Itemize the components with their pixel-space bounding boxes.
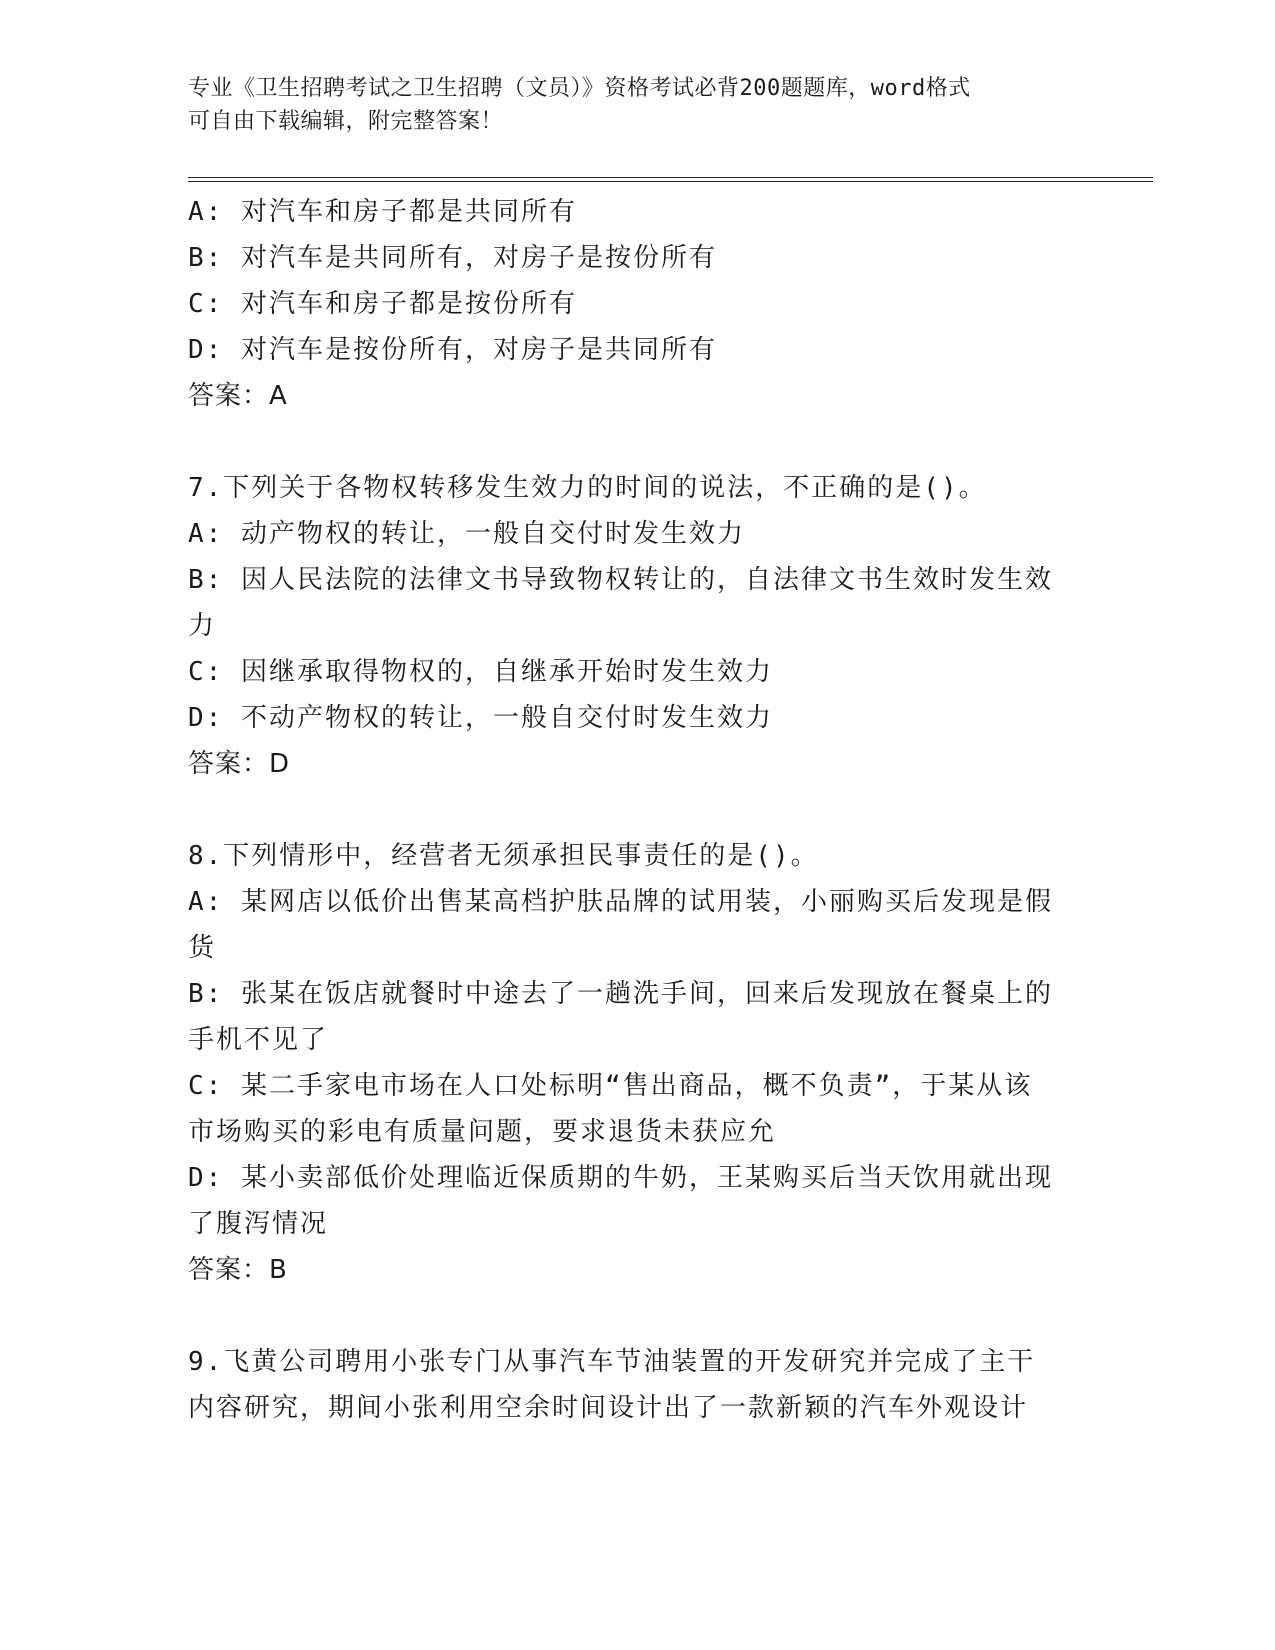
header-line-2: 可自由下载编辑，附完整答案！ bbox=[188, 109, 504, 134]
answer: 答案：D bbox=[188, 749, 291, 779]
document-body bbox=[188, 189, 1078, 1431]
question-9 bbox=[188, 1339, 1078, 1431]
option-a-line-1: A: 某网店以低价出售某高档护肤品牌的试用装，小丽购买后发现是假 bbox=[188, 887, 1053, 917]
question-8 bbox=[188, 833, 1078, 1293]
question-text: 8.下列情形中，经营者无须承担民事责任的是()。 bbox=[188, 841, 819, 871]
option-d: D: 对汽车是按份所有，对房子是共同所有 bbox=[188, 335, 717, 365]
option-b-line-2: 力 bbox=[188, 611, 217, 641]
answer: 答案：B bbox=[188, 1255, 288, 1285]
option-a: A: 动产物权的转让，一般自交付时发生效力 bbox=[188, 519, 745, 549]
question-7 bbox=[188, 465, 1078, 787]
option-c: C: 对汽车和房子都是按份所有 bbox=[188, 289, 577, 319]
spacer bbox=[188, 1293, 1078, 1339]
spacer bbox=[188, 419, 1078, 465]
option-c-line-1: C: 某二手家电市场在人口处标明“售出商品，概不负责”，于某从该 bbox=[188, 1071, 1033, 1101]
option-c-line-2: 市场购买的彩电有质量问题，要求退货未获应允 bbox=[188, 1117, 777, 1147]
option-b-line-2: 手机不见了 bbox=[188, 1025, 329, 1055]
option-a-line-2: 货 bbox=[188, 933, 217, 963]
question-text-line-2: 内容研究，期间小张利用空余时间设计出了一款新颖的汽车外观设计 bbox=[188, 1393, 1029, 1423]
option-c: C: 因继承取得物权的，自继承开始时发生效力 bbox=[188, 657, 773, 687]
header-divider bbox=[188, 177, 1153, 182]
spacer bbox=[188, 787, 1078, 833]
option-d-line-1: D: 某小卖部低价处理临近保质期的牛奶，王某购买后当天饮用就出现 bbox=[188, 1163, 1053, 1193]
option-b-line-1: B: 张某在饭店就餐时中途去了一趟洗手间，回来后发现放在餐桌上的 bbox=[188, 979, 1053, 1009]
option-d: D: 不动产物权的转让，一般自交付时发生效力 bbox=[188, 703, 773, 733]
answer: 答案：A bbox=[188, 381, 288, 411]
question-text-line-1: 9.飞黄公司聘用小张专门从事汽车节油装置的开发研究并完成了主干 bbox=[188, 1347, 1036, 1377]
question-6 bbox=[188, 189, 1078, 419]
option-b: B: 对汽车是共同所有，对房子是按份所有 bbox=[188, 243, 717, 273]
option-b-line-1: B: 因人民法院的法律文书导致物权转让的，自法律文书生效时发生效 bbox=[188, 565, 1053, 595]
question-text: 7.下列关于各物权转移发生效力的时间的说法，不正确的是()。 bbox=[188, 473, 987, 503]
option-a: A: 对汽车和房子都是共同所有 bbox=[188, 197, 577, 227]
document-header bbox=[188, 72, 1088, 138]
header-line-1: 专业《卫生招聘考试之卫生招聘（文员）》资格考试必背200题题库，word格式 bbox=[188, 76, 971, 101]
option-d-line-2: 了腹泻情况 bbox=[188, 1209, 329, 1239]
